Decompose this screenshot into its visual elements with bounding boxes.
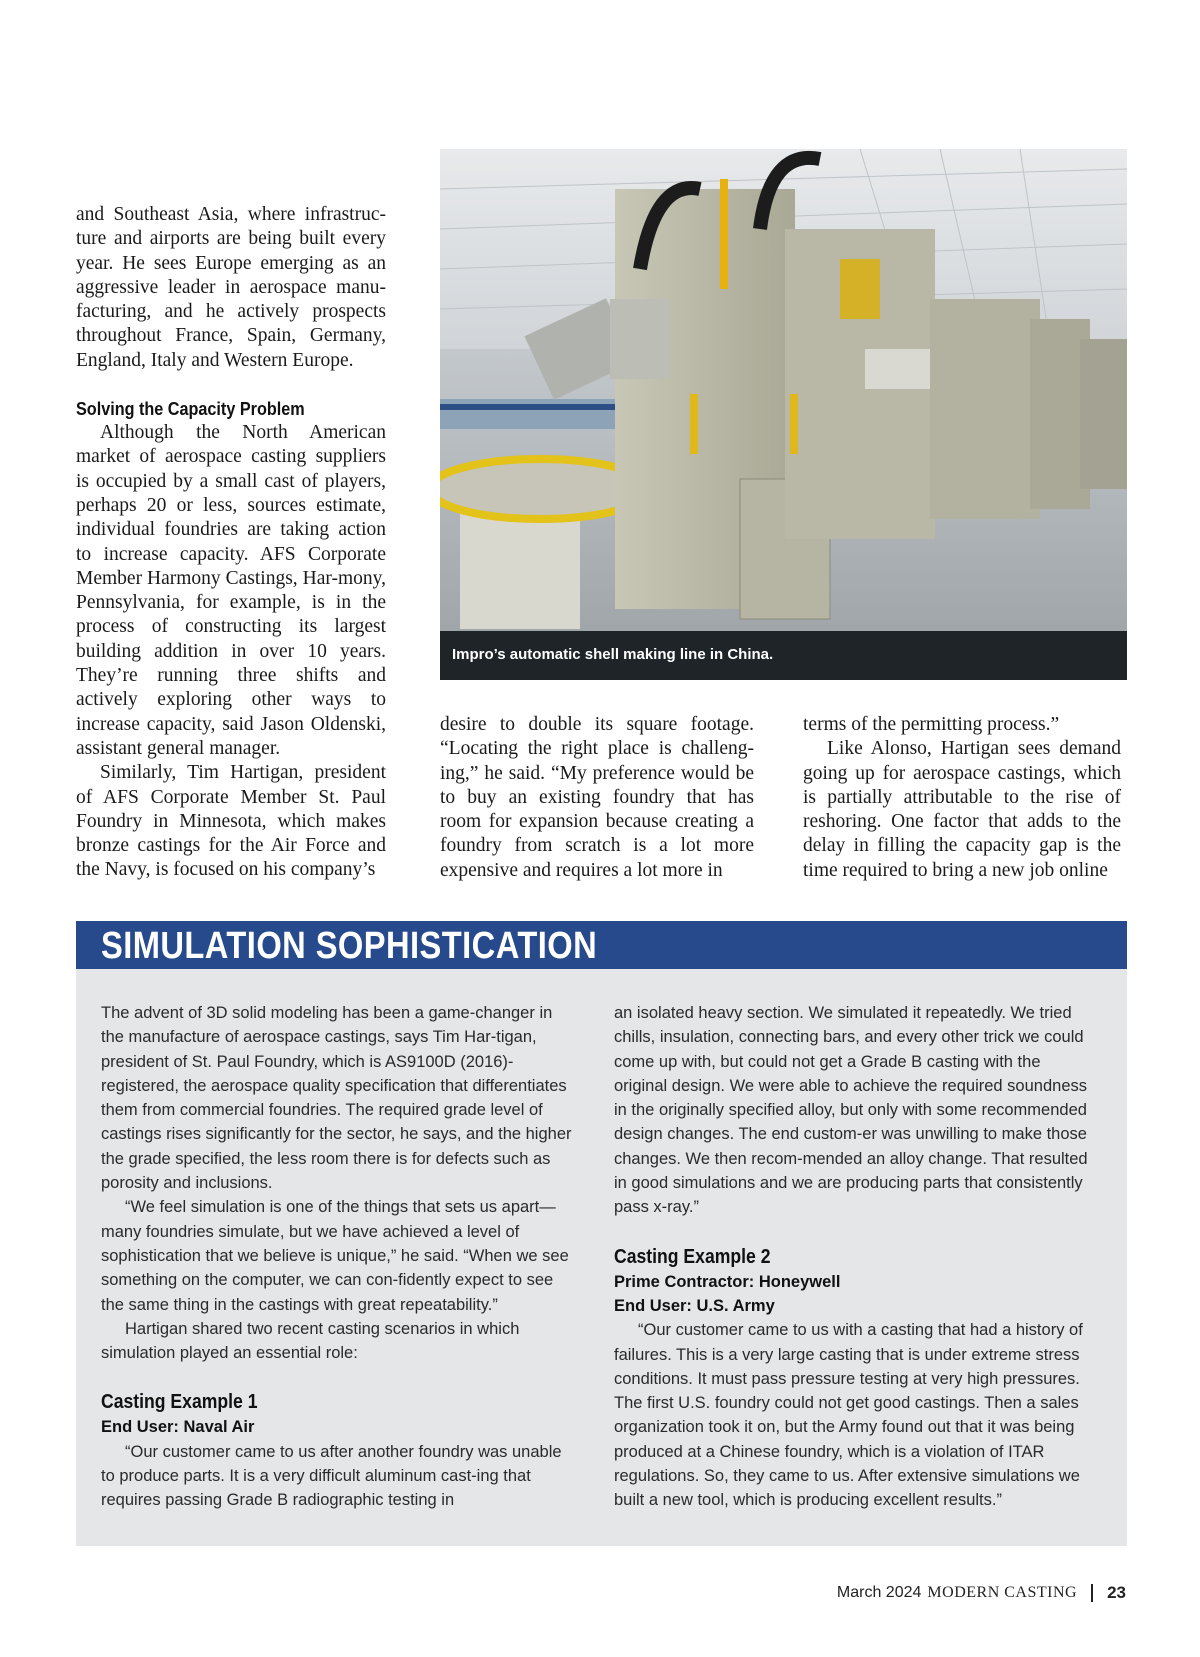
sidebar-box: [76, 921, 1127, 1546]
example-end-user: End User: U.S. Army: [614, 1296, 775, 1315]
sidebar-paragraph: “Our customer came to us with a casting that had a history of failures. This is a very large casting that is under extreme stress conditions. It must pass pressure testing at very high pressures. The first U.S. foundry could not get good castings. Then a sales organization took it on, but the Army found out that it was being produced at a Chinese foundry, which is a violation of ITAR regulations. So, they came to us. After extensive simulations we built a new tool, which is producing excellent results.”: [614, 1321, 1083, 1510]
article-paragraph: Like Alonso, Hartigan sees demand going up for aerospace castings, which is partially attributable to the rise of reshoring. One factor that adds to the delay in filling the capacity gap is the time required to bring a new job online: [803, 738, 1121, 881]
issue-date: March 2024: [836, 1584, 922, 1601]
factory-photo: [440, 149, 1127, 680]
section-heading: Solving the Capacity Problem: [76, 399, 305, 420]
sidebar-header: [76, 921, 1127, 969]
article-column-1: [76, 203, 386, 883]
sidebar-column-left: [101, 1001, 578, 1513]
sidebar-paragraph: “We feel simulation is one of the things that sets us apart—many foundries simulate, but we have achieved a level of sophistication that we believe is unique,” he said. “When we see something on the computer, we can con-fidently expect to see the same thing in the castings with great repeatability.”: [101, 1198, 569, 1314]
magazine-name: MODERN CASTING: [927, 1584, 1078, 1601]
example-heading: Casting Example 1: [101, 1391, 258, 1414]
article-paragraph: and Southeast Asia, where infrastruc-ture and airports are being built every year. He sees Europe emerging as an aggressive leader in aerospace manu-facturing, and he actively prospects throughout France, Spain, Germany, England, Italy and Western Europe.: [76, 204, 386, 371]
footer-divider: [1091, 1584, 1093, 1602]
article-paragraph: desire to double its square footage. “Locating the right place is challeng-ing,” he said. “My preference would be to buy an existing foundry that has room for expansion because creating a foundry from scratch is a lot more expensive and requires a lot more in: [440, 714, 754, 881]
photo-caption-bar: [440, 631, 1127, 680]
article-paragraph: Although the North American market of aerospace casting suppliers is occupied by a small cast of players, perhaps 20 or less, sources estimate, individual foundries are taking action to increase capacity. AFS Corporate Member Harmony Castings, Har-mony, Pennsylvania, for example, is in the process of constructing its largest building addition in over 10 years. They’re running three shifts and actively exploring other ways to increase capacity, said Jason Oldenski, assistant general manager.: [76, 422, 386, 759]
example-heading: Casting Example 2: [614, 1245, 771, 1268]
example-end-user: End User: Naval Air: [101, 1418, 255, 1437]
photo-caption: Impro’s automatic shell making line in China.: [452, 646, 774, 663]
sidebar-paragraph: Hartigan shared two recent casting scenarios in which simulation played an essential role:: [101, 1319, 520, 1363]
article-paragraph: terms of the permitting process.”: [803, 714, 1060, 735]
page-footer: [837, 1583, 1126, 1603]
article-paragraph: Similarly, Tim Hartigan, president of AFS Corporate Member St. Paul Foundry in Minnesota, which makes bronze castings for the Air Force and the Navy, is focused on his company’s: [76, 762, 386, 881]
sidebar-column-right: [614, 1001, 1091, 1513]
sidebar-paragraph: “Our customer came to us after another foundry was unable to produce parts. It is a very difficult aluminum cast-ing that requires passing Grade B radiographic testing in: [101, 1442, 562, 1510]
shell-making-line-image: [440, 149, 1127, 680]
article-column-3: [803, 713, 1121, 883]
article-column-2: [440, 713, 754, 883]
sidebar-paragraph: The advent of 3D solid modeling has been a game-changer in the manufacture of aerospace castings, says Tim Har-tigan, president of St. Paul Foundry, which is AS9100D (2016)-registered, the aerospace quality specification that differentiates them from commercial foundries. The required grade level of castings rises significantly for the sector, he says, and the higher the grade specified, the less room there is for defects such as porosity and inclusions.: [101, 1004, 572, 1193]
sidebar-title: SIMULATION SOPHISTICATION: [101, 925, 598, 967]
example-prime-contractor: Prime Contractor: Honeywell: [614, 1272, 841, 1291]
page-number: 23: [1107, 1583, 1126, 1602]
sidebar-paragraph: an isolated heavy section. We simulated it repeatedly. We tried chills, insulation, connecting bars, and every other trick we could come up with, but could not get a Grade B casting with the original design. We were able to achieve the required soundness in the originally specified alloy, but only with some recommended design changes. The end custom-er was unwilling to make those changes. We then recom-mended an alloy change. That resulted in good simulations and we are producing parts that consistently pass x-ray.”: [614, 1004, 1088, 1217]
